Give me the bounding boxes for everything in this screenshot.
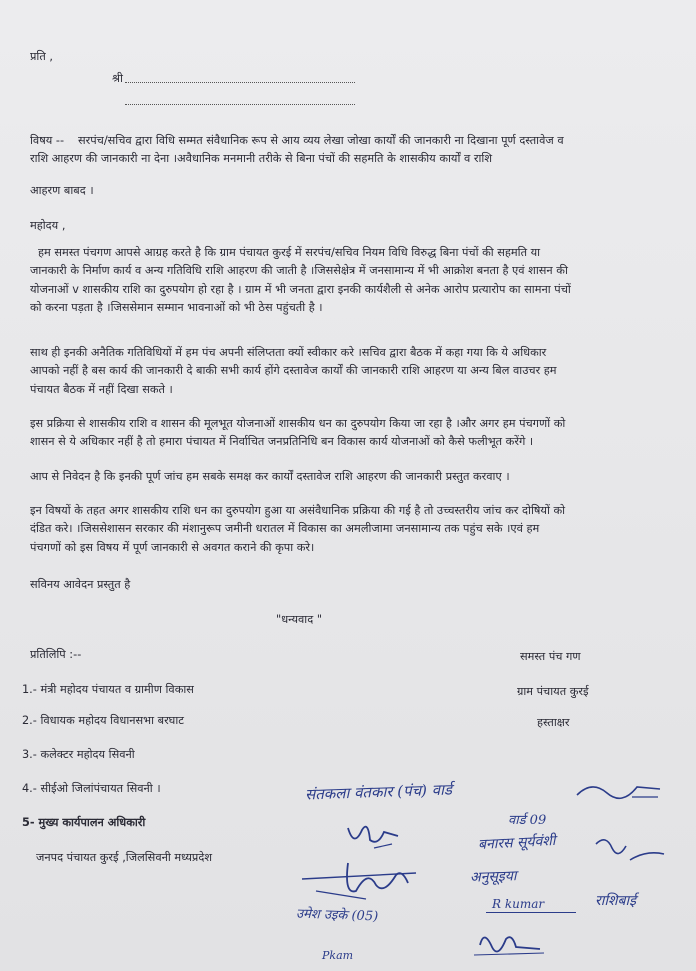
copy-item: 2.- विधायक महोदय विधानसभा बरघाट — [22, 714, 184, 727]
signatory-line-3: हस्ताक्षर — [537, 716, 570, 729]
handwritten-signature: वार्ड 09 — [508, 813, 547, 828]
copy-label: प्रतिलिपि :-- — [30, 648, 82, 661]
signature-scribble — [590, 830, 670, 870]
copy-item: 5- मुख्य कार्यपालन अधिकारी — [22, 816, 146, 829]
handwritten-signature: राशिबाई — [595, 893, 636, 909]
salutation: महोदय , — [30, 219, 66, 232]
paragraph-line: आप से निवेदन है कि इनकी पूर्ण जांच हम सबके समक्ष कर कार्यों दस्तावेज राशि आहरण की जानकारी प्रस्तुत करवाए । — [30, 470, 510, 483]
paragraph-line: शासन से ये अधिकार नहीं है तो हमारा पंचायत में निर्वाचित जनप्रतिनिधि बन विकास कार्य योजनाओं को कैसे फलीभूत करेंगे । — [30, 435, 534, 449]
signatory-line-2: ग्राम पंचायत कुरई — [517, 685, 589, 698]
paragraph-5 — [30, 502, 670, 557]
paragraph-line: पंचगणों को इस विषय में पूर्ण जानकारी से अवगत कराने की कृपा करे। — [30, 540, 315, 554]
paragraph-line: साथ ही इनकी अनैतिक गतिविधियों में हम पंच अपनी संलिप्तता क्यों स्वीकार करे ।सचिव द्वारा बैठक में कहा गया कि ये अधिकार — [30, 346, 547, 359]
signature-scribble — [340, 818, 410, 852]
copy-item: जनपद पंचायत कुरई ,जिलसिवनी मध्यप्रदेश — [36, 851, 213, 864]
signature-scribble — [470, 925, 550, 959]
closing: सविनय आवेदन प्रस्तुत है — [30, 578, 131, 591]
shri-label: श्री — [112, 72, 123, 85]
signature-scribble — [572, 775, 662, 805]
signature-underline — [486, 912, 576, 913]
paragraph-line: को करना पड़ता है ।जिससेमान सम्मान भावनाओं को भी ठेस पहुंचती है । — [30, 300, 323, 314]
copy-item: 1.- मंत्री महोदय पंचायत व ग्रामीण विकास — [22, 683, 194, 696]
paragraph-1 — [30, 244, 670, 317]
handwritten-signature: अनुसूइया — [469, 868, 517, 886]
paragraph-line: योजनाओं v शासकीय राशि का दुरुपयोग हो रहा है । ग्राम में भी जनता द्वारा इनकी कार्यशैली से अनेक आरोप प्रत्यारोप का सामना पंचों — [30, 282, 571, 296]
paragraph-line: इस प्रक्रिया से शासकीय राशि व शासन की मूलभूत योजनाओं शासकीय धन का दुरुपयोग किया जा रहा है ।और अगर हम पंचगणों को — [30, 417, 566, 430]
signature-scribble — [296, 855, 426, 905]
paragraph-line: पंचायत बैठक में नहीं दिखा सकते । — [30, 382, 173, 396]
paragraph-line: हम समस्त पंचगण आपसे आग्रह करते है कि ग्राम पंचायत कुरई में सरपंच/सचिव नियम विधि विरुद्ध बिना पंचों की सहमति या — [38, 246, 541, 259]
handwritten-signature: संतकला वंतकार (पंच) वार्ड — [304, 780, 453, 804]
handwritten-signature: उमेश उइके (05) — [295, 906, 379, 925]
paragraph-3 — [30, 415, 670, 452]
subject-label: विषय -- — [30, 134, 65, 147]
subject-line-1: सरपंच/सचिव द्वारा विधि सम्मत संवैधानिक रूप से आय व्यय लेखा जोखा कार्यों की जानकारी ना दिखाना पूर्ण दस्तावेज व — [78, 134, 564, 147]
copy-item: 4.- सीईओ जिलांपंचायत सिवनी । — [22, 782, 161, 795]
recipient-line-1 — [125, 82, 355, 83]
thanks: "धन्यवाद " — [276, 613, 323, 626]
copy-item: 3.- कलेक्टर महोदय सिवनी — [22, 748, 135, 761]
handwritten-signature: बनारस सूर्यवंशी — [477, 832, 556, 854]
paragraph-line: जानकारी के निर्माण कार्य व अन्य गतिविधि राशि आहरण की जाती है ।जिससेक्षेत्र में जनसामान्य में भी आक्रोश बनता है एवं शासन की — [30, 264, 568, 278]
to-label: प्रति , — [30, 50, 53, 63]
subject-line-2: राशि आहरण की जानकारी ना देना ।अवैधानिक मनमानी तरीके से बिना पंचों की सहमति के शासकीय कार्यों व राशि — [30, 152, 493, 165]
signatory-line-1: समस्त पंच गण — [520, 650, 581, 663]
paragraph-line: आपको नहीं है बस कार्य की जानकारी दे बाकी सभी कार्य होंगे दस्तावेज कार्यों की जानकारी राशि आहरण या अन्य बिल वाउचर हम — [30, 364, 557, 378]
recipient-line-2 — [125, 104, 355, 105]
paragraph-line: दंडित करे। ।जिससेशासन सरकार की मंशानुरूप जमीनी धरातल में विकास का अमलीजामा जनसामान्य तक पहुंच सके ।एवं हम — [30, 522, 540, 536]
paragraph-4 — [30, 468, 670, 486]
handwritten-signature: Pkam — [322, 949, 354, 962]
paragraph-line: इन विषयों के तहत अगर शासकीय राशि धन का दुरुपयोग हुआ या असंवैधानिक प्रक्रिया की गई है तो उच्चस्तरीय जांच कर दोषियों को — [30, 504, 566, 517]
handwritten-signature: R kumar — [492, 897, 545, 911]
paragraph-2 — [30, 344, 670, 399]
subject-line-3: आहरण बाबद । — [30, 184, 94, 197]
